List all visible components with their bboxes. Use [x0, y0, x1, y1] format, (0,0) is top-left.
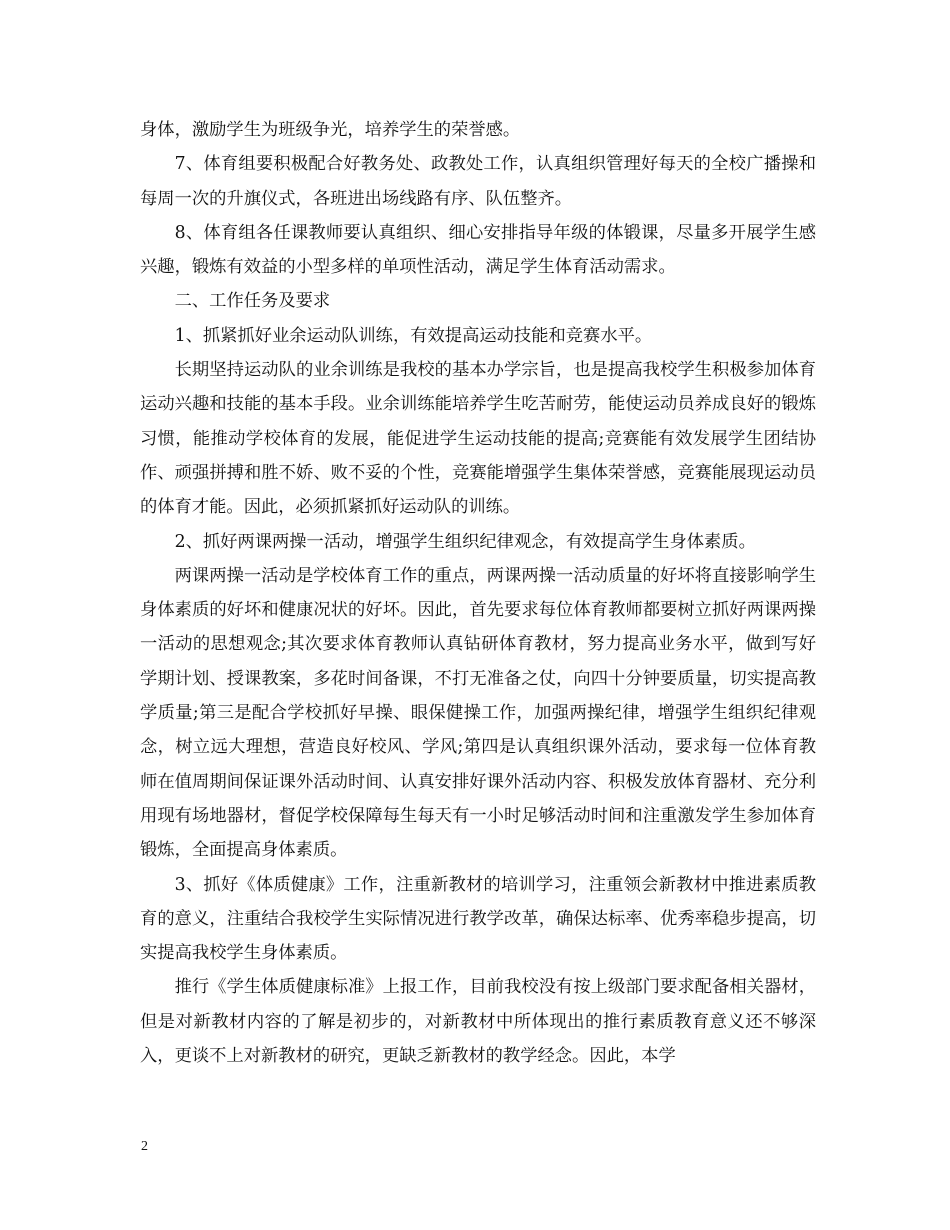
- paragraph-3: 8、体育组各任课教师要认真组织、细心安排指导年级的体锻课，尽量多开展学生感兴趣，锻炼有效益的小型多样的单项性活动，满足学生体育活动需求。: [140, 222, 816, 278]
- paragraph-2: 7、体育组要积极配合好教务处、政教处工作，认真组织管理好每天的全校广播操和每周一次的升旗仪式，各班进出场线路有序、队伍整齐。: [140, 154, 816, 209]
- paragraph-6: 长期坚持运动队的业余训练是我校的基本办学宗旨，也是提高我校学生积极参加体育运动兴趣和技能的基本手段。业余训练能培养学生吃苦耐劳，能使运动员养成良好的锻炼习惯，能推动学校体育的发展，能促进学生运动技能的提高;竞赛能有效发展学生团结协作、顽强拼搏和胜不娇、败不妥的个性，竞赛能增强学生集体荣誉感，竞赛能展现运动员的体育才能。因此，必须抓紧抓好运动队的训练。: [140, 360, 816, 518]
- paragraph-5: 1、抓紧抓好业余运动队训练，有效提高运动技能和竞赛水平。: [174, 325, 653, 346]
- paragraph-10: 推行《学生体质健康标准》上报工作，目前我校没有按上级部门要求配备相关器材，但是对新教材内容的了解是初步的，对新教材中所体现出的推行素质教育意义还不够深入，更谈不上对新教材的研究，更缺乏新教材的教学经念。因此，本学: [140, 977, 816, 1067]
- section-heading: 二、工作任务及要求: [174, 291, 331, 312]
- paragraph-7: 2、抓好两课两操一活动，增强学生组织纪律观念，有效提高学生身体素质。: [174, 531, 756, 552]
- paragraph-9: 3、抓好《体质健康》工作，注重新教材的培训学习，注重领会新教材中推进素质教育的意义，注重结合我校学生实际情况进行教学改革，确保达标率、优秀率稳步提高，切实提高我校学生身体素质。: [140, 874, 816, 964]
- document-body: [140, 113, 816, 1073]
- page-number: 2: [141, 1139, 148, 1154]
- paragraph-1: 身体，激励学生为班级争光，培养学生的荣誉感。: [140, 120, 521, 140]
- paragraph-8: 两课两操一活动是学校体育工作的重点，两课两操一活动质量的好坏将直接影响学生身体素质的好坏和健康况状的好坏。因此，首先要求每位体育教师都要树立抓好两课两操一活动的思想观念;其次要求体育教师认真钻研体育教材，努力提高业务水平，做到写好学期计划、授课教案，多花时间备课，不打无准备之仗，向四十分钟要质量，切实提高教学质量;第三是配合学校抓好早操、眼保健操工作，加强两操纪律，增强学生组织纪律观念，树立远大理想，营造良好校风、学风;第四是认真组织课外活动，要求每一位体育教师在值周期间保证课外活动时间、认真安排好课外活动内容、积极发放体育器材、充分利用现有场地器材，督促学校保障每生每天有一小时足够活动时间和注重激发学生参加体育锻炼，全面提高身体素质。: [140, 565, 816, 861]
